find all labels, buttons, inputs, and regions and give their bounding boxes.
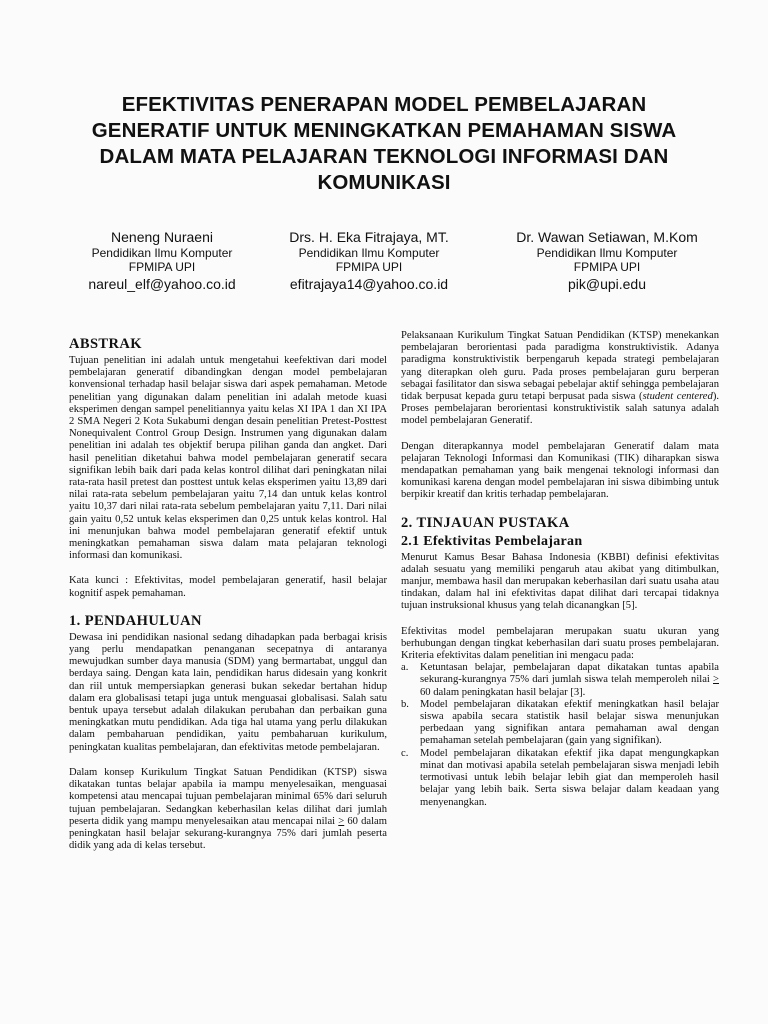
author-name: Neneng Nuraeni [111,229,213,245]
abstract-text: Tujuan penelitian ini adalah untuk mengetahui keefektivan dari model pembelajaran generatif dibandingkan dengan model pembelajaran konvensional terhadap hasil belajar siswa dari aspek pemahaman. Metode penelitian yang digunakan dalam penelitian ini adalah metode kuasi eksperimen dengan sampel penelitiannya yaitu kelas XI IPA 1 dan XI IPA 2 SMA Negeri 2 Kota Sukabumi dengan desain penelitian Pretest-Posttest Nonequivalent Control Group Design. Instrumen yang digunakan dalam penelitian ini adalah tes objektif berupa pilihan ganda dan angket. Dari hasil penelitian diketahui bahwa model pembelajaran generatif secara signifikan lebih baik dari pada kelas kontrol dilihat dari peningkatan nilai rata-rata hasil pretest dan posttest untuk kelas eksperimen yaitu 13,89 dari nilai rata-rata sebelum pembelajaran yaitu 7,14 dan untuk kelas kontrol yaitu 10,37 dari nilai rata-rata sebelum pembelajaran yaitu 7,11. Dari nilai gain yaitu 0,52 untuk kelas eksperimen dan 0,25 untuk kelas kontrol. Hal ini menunjukan bahwa model pembelajaran generatif efektif untuk meningkatkan pemahaman siswa dalam mata pelajaran teknologi informasi dan komunikasi. [69,355,387,562]
ktsp-paragraph: Pelaksanaan Kurikulum Tingkat Satuan Pendidikan (KTSP) menekankan pembelajaran berorientasi pada paradigma konstruktivistik. Adanya paradigma konstruktivistik berpengaruh kepada strategi pembelajaran yang diterapkan oleh guru. Pada proses pembelajaran guru berperan sebagai fasilitator dan siswa sebagai pebelajar aktif sehingga pembelajaran tidak berpusat kepada guru tetapi berpusat pada siswa (student centered). Proses pembelajaran berorientasi konstruktivistik salah satunya adalah model pembelajaran Generatif. [401,330,719,427]
criteria-intro: Efektivitas model pembelajaran merupakan suatu ukuran yang berhubungan dengan tingkat keberhasilan dari suatu proses pembelajaran. Kriteria efektivitas dalam penelitian ini mengacu pada: [401,625,719,662]
author-faculty: FPMIPA UPI [573,260,641,274]
criteria-list [401,662,719,808]
kbbi-paragraph: Menurut Kamus Besar Bahasa Indonesia (KBBI) definisi efektivitas adalah sesuatu yang memiliki pengaruh atau akibat yang ditimbulkan, manjur, membawa hasil dan merupakan keberhasilan dari suatu usaha atau tindakan, dalam hal ini efektivitas dapat dilihat dari tercapai tidaknya tujuan instruksional khusus yang telah dicanangkan [5]. [401,551,719,612]
intro-paragraph-2: Dalam konsep Kurikulum Tingkat Satuan Pendidikan (KTSP) siswa dikatakan tuntas belajar apabila ia mampu menyelesaikan, menguasai kompetensi atau mencapai tujuan pembelajaran minimal 65% dari seluruh tujuan pembelajaran. Sedangkan keberhasilan kelas dilihat dari jumlah peserta didik yang mampu menyelesaikan atau mencapai nilai > 60 dalam peningkatan hasil belajar sekurang-kurangnya 75% dari jumlah peserta didik yang ada di kelas tersebut. [69,766,387,852]
left-column [69,330,387,865]
author-2 [264,229,474,294]
author-email: nareul_elf@yahoo.co.id [88,276,236,292]
author-department: Pendidikan Ilmu Komputer [536,246,678,260]
list-item: c. Model pembelajaran dikatakan efektif jika dapat mengungkapkan minat dan motivasi apabila setelah pembelajaran siswa menjadi lebih termotivasi untuk lebih belajar lebih giat dan memperoleh hasil belajar yang lebih baik. Serta siswa belajar dalam keadaan yang menyenangkan. [401,747,719,808]
paper-title: EFEKTIVITAS PENERAPAN MODEL PEMBELAJARAN GENERATIF UNTUK MENINGKATKAN PEMAHAMAN SISWA DALAM MATA PELAJARAN TEKNOLOGI INFORMASI DAN KOMUNIKASI [91,93,677,194]
author-department: Pendidikan Ilmu Komputer [298,246,440,260]
right-column [401,330,719,809]
author-faculty: FPMIPA UPI [128,260,196,274]
keywords: Kata kunci : Efektivitas, model pembelajaran generatif, hasil belajar kognitif aspek pemahaman. [69,575,387,599]
section-2-1-heading: 2.1 Efektivitas Pembelajaran [401,533,583,549]
author-3 [488,229,726,294]
list-item: a. Ketuntasan belajar, pembelajaran dapat dikatakan tuntas apabila sekurang-kurangnya 75% dari jumlah siswa telah memperoleh nilai > 60 dalam peningkatan hasil belajar [3]. [401,662,719,698]
author-name: Drs. H. Eka Fitrajaya, MT. [289,229,449,245]
list-item: b. Model pembelajaran dikatakan efektif meningkatkan hasil belajar siswa apabila secara statistik hasil belajar siswa menunjukan perbedaan yang signifikan antara pemahaman awal dengan pemahaman setelah pembelajaran (gain yang signifikan). [401,698,719,747]
author-department: Pendidikan Ilmu Komputer [91,246,233,260]
author-email: pik@upi.edu [567,276,647,292]
generatif-paragraph: Dengan diterapkannya model pembelajaran Generatif dalam mata pelajaran Teknologi Informasi dan Komunikasi (TIK) diharapkan siswa mendapatkan pemahaman yang baik mengenai teknologi informasi dan komunikasi karena dengan model pembelajaran ini siswa dibimbing untuk berpikir kreatif dan kritis terhadap pembelajaran. [401,440,719,501]
abstract-heading: ABSTRAK [69,336,142,352]
author-1 [58,229,266,294]
intro-paragraph-1: Dewasa ini pendidikan nasional sedang dihadapkan pada berbagai krisis yang perlu mendapatkan penanganan secepatnya di antaranya mewujudkan sumber daya manusia (SDM) yang bermartabat, unggul dan berdaya saing. Dengan kata lain, pendidikan harus didesain yang konkrit dan riil untuk mempersiapkan generasi bukan sekedar bertahan hidup dalam era globalisasi tetapi juga untuk menguasai globalisasi. Salah satu bentuk upaya tersebut adalah dilakukan perubahan dan perbaikan guna meningkatkan mutu pendidikan. Ada tiga hal utama yang perlu dilakukan dalam pembaharuan pendidikan, yaitu pembaharuan kurikulum, peningkatan kualitas pembelajaran, dan efektivitas metode pembelajaran. [69,631,387,753]
section-2-heading: 2. TINJAUAN PUSTAKA [401,514,570,531]
author-name: Dr. Wawan Setiawan, M.Kom [516,229,698,245]
author-email: efitrajaya14@yahoo.co.id [289,276,449,292]
section-1-heading: 1. PENDAHULUAN [69,612,202,629]
author-faculty: FPMIPA UPI [335,260,403,274]
